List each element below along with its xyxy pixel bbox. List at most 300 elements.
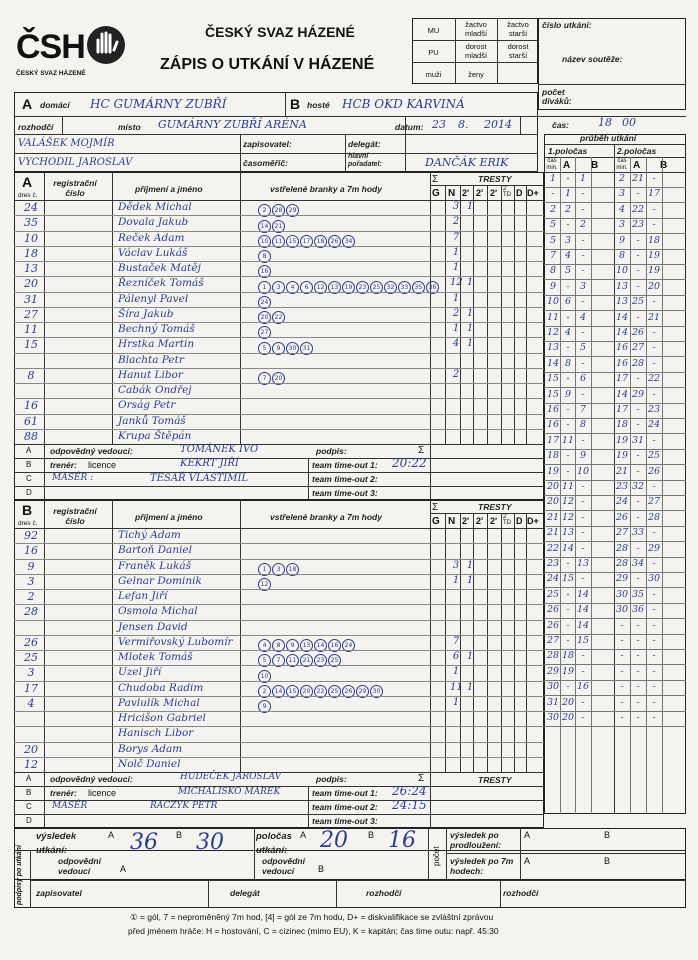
a-player-row <box>18 293 544 308</box>
timeout3-label-a: team time-out 3: <box>312 488 378 498</box>
b-player-row <box>18 636 544 651</box>
score-cell: 16 <box>546 404 560 415</box>
sigma-b: Σ <box>432 502 439 513</box>
score-cell: - <box>636 542 640 554</box>
score-cell: - <box>636 465 640 477</box>
goal-mark: 20 <box>272 372 285 385</box>
score-cell: 26 <box>647 465 661 477</box>
trener-label-a: trenér: <box>50 460 77 470</box>
score-cell: 22 <box>546 542 560 554</box>
datum-label: datum: <box>395 122 424 132</box>
score-cell: - <box>620 681 624 693</box>
goal-total: 3 <box>452 201 460 212</box>
score-cell: 7 <box>549 250 557 261</box>
player-name: Václav Lukáš <box>118 246 188 259</box>
score-cell: - <box>581 327 585 338</box>
player-name: Gelnar Dominik <box>118 574 202 587</box>
score-cell: 8 <box>618 250 626 261</box>
score-cell: 26 <box>546 619 560 631</box>
score-cell: - <box>566 419 570 431</box>
half-b: 16 <box>388 828 416 853</box>
goal-mark: 19 <box>342 281 355 294</box>
odpovedni-b-letter: B <box>318 864 325 874</box>
score-cell: - <box>652 327 656 338</box>
score-cell: - <box>652 681 656 693</box>
branky-a: vstřelené branky a 7m hody <box>270 184 382 194</box>
score-cell: 1 <box>564 188 572 200</box>
score-cell: 17 <box>615 404 629 415</box>
score-cell: 25 <box>647 450 661 462</box>
a-player-row <box>18 323 544 338</box>
score-cell: - <box>636 373 640 385</box>
b-player-row <box>18 605 544 620</box>
score-cell: - <box>652 635 656 646</box>
n-b: N <box>448 516 456 527</box>
rozhodci-label: rozhodčí <box>18 122 54 132</box>
score-cell: 4 <box>579 311 587 323</box>
score-cell: - <box>652 712 656 723</box>
score-cell: 13 <box>546 342 560 354</box>
score-cell: - <box>581 665 585 677</box>
score-cell: 12 <box>561 496 575 508</box>
vysledek-prodlouzeni: výsledek po prodloužení: <box>450 830 501 850</box>
score-cell: 20 <box>546 496 560 508</box>
score-cell: 11 <box>561 481 575 492</box>
score-cell: - <box>620 650 624 662</box>
score-cell: - <box>652 481 656 492</box>
nazev-souteze-label: název soutěže: <box>562 54 623 64</box>
score-cell: - <box>581 188 585 200</box>
score-cell: - <box>652 434 656 446</box>
score-cell: 3 <box>579 280 587 292</box>
score-cell: - <box>652 696 656 708</box>
venue: GUMÁRNY ZUBŘÍ ARÉNA <box>158 118 307 131</box>
score-cell: 19 <box>615 434 629 446</box>
score-cell: - <box>581 203 585 215</box>
b-player-row <box>18 560 544 575</box>
score-cell: 28 <box>615 558 629 569</box>
score-cell: 20 <box>561 712 575 723</box>
score-cell: 29 <box>615 573 629 585</box>
player-name: Borys Adam <box>118 742 183 755</box>
hlavni-poradatel-label: hlavní pořadatel: <box>348 153 382 168</box>
score-cell: 20 <box>647 280 661 292</box>
goal-mark: 29 <box>286 204 299 217</box>
role-b-b: B <box>26 788 32 797</box>
pocet-label: počet <box>432 846 441 866</box>
score-cell: - <box>652 219 656 231</box>
score-cell: - <box>636 419 640 431</box>
branky-b: vstřelené branky a 7m hody <box>270 512 382 522</box>
player-name: Hrstka Martin <box>118 338 195 351</box>
score-cell: - <box>636 404 640 415</box>
player-name: Mlotek Tomáš <box>118 651 193 663</box>
dres-a: dres č. <box>18 192 38 199</box>
goal-mark: 31 <box>300 342 313 355</box>
odpovedny-a: TOMÁNEK IVO <box>180 444 259 455</box>
goal-mark: 13 <box>328 281 341 294</box>
a-player-row <box>18 201 544 216</box>
cat-pu: PU <box>428 48 439 57</box>
timeout1-b: 26:24 <box>392 784 427 798</box>
goal-mark: 11 <box>272 235 285 248</box>
score-cell: 1 <box>549 173 557 184</box>
player-name: Bartoň Daniel <box>118 544 193 557</box>
cat-zactvo-mladsi: žactvo mladší <box>464 20 488 38</box>
score-cell: 30 <box>615 604 629 616</box>
jersey-number: 20 <box>24 277 38 291</box>
b-player-row <box>18 529 544 544</box>
b-player-row <box>18 743 544 758</box>
score-cell: 22 <box>631 203 645 215</box>
footer-line-2: před jménem hráče: H = hostování, C = cizinec (mimo EU), K = kapitán; čas time outu: např. 45:30 <box>128 926 499 936</box>
logo-text: ČSH <box>16 28 85 66</box>
score-cell: 28 <box>546 650 560 662</box>
prijmeni-a: příjmení a jméno <box>135 184 203 194</box>
cas-min-label-1: čas min. <box>546 158 558 171</box>
score-cell: 4 <box>618 203 626 215</box>
score-cell: - <box>566 373 570 385</box>
podpisy-label: podpisy po utkání <box>16 845 23 905</box>
score-cell: 14 <box>615 388 629 400</box>
score-cell: - <box>566 558 570 569</box>
score-cell: 17 <box>615 373 629 385</box>
team-b-letter: B <box>290 96 301 112</box>
time-min: 00 <box>622 116 636 129</box>
jersey-number: 88 <box>24 429 38 443</box>
casomeric-label: časoměřič: <box>243 158 288 168</box>
time-hour: 18 <box>598 116 612 129</box>
score-cell: - <box>566 450 570 462</box>
score-cell: 4 <box>564 327 572 338</box>
score-cell: 14 <box>576 619 590 631</box>
player-name: Janků Tomáš <box>118 414 186 427</box>
delegat-label: delegát: <box>348 139 381 149</box>
score-cell: 13 <box>615 296 629 308</box>
score-cell: - <box>636 681 640 693</box>
score-cell: 14 <box>561 542 575 554</box>
score-cell: 20 <box>561 696 575 708</box>
score-cell: - <box>566 342 570 354</box>
trener-a: KEKRT JIŘÍ <box>180 458 239 469</box>
player-name: Šíra Jakub <box>118 307 174 320</box>
score-cell: - <box>652 527 656 539</box>
score-cell: - <box>581 712 585 723</box>
goal-mark: 9 <box>286 639 299 652</box>
half-b-label: B <box>368 830 375 840</box>
licence-label-b: licence <box>88 788 117 798</box>
date-year: 2014 <box>484 118 512 131</box>
goal-total: 1 <box>452 696 460 708</box>
score-cell: 10 <box>615 265 629 277</box>
score-cell: 23 <box>631 219 645 231</box>
score-cell: - <box>636 496 640 508</box>
d1-b: D <box>516 516 523 526</box>
team-a-letter-big: A <box>22 174 33 190</box>
score-cell: - <box>581 511 585 523</box>
score-cell: - <box>636 311 640 323</box>
jersey-number: 25 <box>24 651 38 664</box>
score-cell: - <box>636 650 640 662</box>
score-cell: - <box>652 650 656 662</box>
score-cell: 19 <box>647 265 661 277</box>
score-cell: - <box>581 388 585 400</box>
goal-mark: 26 <box>328 235 341 248</box>
score-cell: 27 <box>647 496 661 508</box>
cat-muzi: muži <box>425 70 442 79</box>
role-d-a: D <box>26 488 32 497</box>
score-cell: 19 <box>615 450 629 462</box>
goal-mark: 32 <box>384 281 397 294</box>
score-cell: 2 <box>564 203 572 215</box>
goal-mark: 10 <box>258 235 271 248</box>
b-player-row <box>18 682 544 697</box>
jersey-number: 31 <box>24 292 38 306</box>
dres-b: dres č. <box>18 520 38 527</box>
score-cell: - <box>566 635 570 646</box>
goal-mark: 30 <box>370 685 383 698</box>
score-cell: 28 <box>647 511 661 523</box>
role-a-b: A <box>26 774 32 783</box>
t2a-b: 2' <box>462 516 470 526</box>
goal-mark: 18 <box>314 235 327 248</box>
score-cell: - <box>636 696 640 708</box>
goal-mark: 2 <box>258 204 271 217</box>
score-cell: 24 <box>615 496 629 508</box>
goal-total: 1 <box>452 323 460 334</box>
score-cell: 19 <box>546 465 560 477</box>
result-7m-a: A <box>524 856 531 866</box>
odpovedni-a-letter: A <box>120 864 127 874</box>
score-cell: 14 <box>576 604 590 616</box>
goal-total: 1 <box>452 574 460 586</box>
result-b: 30 <box>196 830 224 855</box>
result-ot-b: B <box>604 830 611 840</box>
result-a-label: A <box>108 830 115 840</box>
odpovedny-label-a: odpovědný vedoucí: <box>50 446 133 456</box>
score-cell: 26 <box>615 511 629 523</box>
score-cell: 6 <box>564 296 572 308</box>
logo <box>16 22 126 82</box>
jersey-number: 61 <box>24 414 38 428</box>
score-cell: 27 <box>615 527 629 539</box>
player-name: Řezníček Tomáš <box>118 277 204 290</box>
result-ot-a: A <box>524 830 531 840</box>
goal-total: 6 <box>452 651 460 662</box>
score-cell: 19 <box>647 250 661 261</box>
score-cell: 23 <box>647 404 661 415</box>
odpovedny-label-b: odpovědný vedoucí: <box>50 774 133 784</box>
jersey-number: 15 <box>24 338 38 352</box>
player-name: Nolč Daniel <box>118 757 181 770</box>
away-team: HCB OKD KARVINÁ <box>342 97 465 111</box>
goal-mark: 6 <box>300 281 313 294</box>
goal-mark: 34 <box>342 235 355 248</box>
signatures-box <box>14 845 686 908</box>
player-name: Franěk Lukáš <box>118 559 191 572</box>
score-cell: 13 <box>561 527 575 539</box>
goal-mark: 1 <box>258 563 271 576</box>
goal-mark: 12 <box>258 578 271 591</box>
jersey-number: 17 <box>24 681 38 695</box>
score-cell: 16 <box>615 357 629 369</box>
score-cell: - <box>636 265 640 277</box>
score-cell: 35 <box>631 588 645 600</box>
player-name: Reček Adam <box>118 231 185 244</box>
vysledek-label: výsledek utkání: <box>36 831 77 856</box>
goal-total: 1 <box>452 666 460 678</box>
goal-mark: 25 <box>328 654 341 667</box>
score-cell: - <box>581 650 585 662</box>
maser-a: TESAŘ VLASTIMIL <box>150 473 249 484</box>
b-player-row <box>18 651 544 666</box>
timeout1-a: 20:22 <box>392 456 427 470</box>
score-cell: 22 <box>647 373 661 385</box>
score-cell: - <box>652 357 656 369</box>
goal-mark: 26 <box>342 685 355 698</box>
a-player-row <box>18 277 544 292</box>
goal-mark: 12 <box>314 281 327 294</box>
score-cell: 16 <box>576 681 590 693</box>
date-day: 23 <box>432 118 446 131</box>
b-player-row <box>18 727 544 742</box>
prijmeni-b: příjmení a jméno <box>135 512 203 522</box>
role-c-a: C <box>26 474 32 483</box>
role-d-b: D <box>26 816 32 825</box>
cat-zeny: ženy <box>468 70 484 79</box>
podpis-label-b: podpis: <box>316 774 347 784</box>
jersey-number: 13 <box>24 262 38 275</box>
a-player-row <box>18 384 544 399</box>
player-name: Pavlulík Michal <box>118 696 200 709</box>
t2b-a: 2' <box>476 188 484 198</box>
score-cell: - <box>652 619 656 631</box>
score-cell: - <box>636 712 640 723</box>
goal-mark: 30 <box>286 342 299 355</box>
score-cell: 8 <box>549 265 557 277</box>
jersey-number: 18 <box>24 246 38 260</box>
timeout2-label-a: team time-out 2: <box>312 474 378 484</box>
score-cell: - <box>636 280 640 292</box>
hoste-label: hosté <box>307 100 330 110</box>
maser-b: RACZYK PETR <box>150 801 218 811</box>
player-name: Krupa Štěpán <box>118 429 192 442</box>
score-cell: 30 <box>647 573 661 585</box>
score-cell: - <box>581 696 585 708</box>
odpovedni-b-label: odpovědní vedoucí <box>262 856 305 876</box>
goal-mark: 28 <box>272 204 285 217</box>
player-name: Tichý Adam <box>118 529 181 541</box>
goal-mark: 14 <box>314 639 327 652</box>
referee-2: VYCHODIL JAROSLAV <box>18 157 133 168</box>
score-cell: - <box>636 665 640 677</box>
score-cell: 14 <box>615 327 629 338</box>
score-cell: 18 <box>615 419 629 431</box>
rozhodci-sig: rozhodčí <box>366 888 402 898</box>
goal-mark: 24 <box>342 639 355 652</box>
score-cell: 14 <box>546 357 560 369</box>
t2b-b: 2' <box>476 516 484 526</box>
score-cell: 18 <box>647 234 661 246</box>
cat-dorost-starsi: dorost starší <box>507 42 529 60</box>
jersey-number: 35 <box>24 216 38 230</box>
score-cell: 21 <box>615 465 629 477</box>
score-cell: 5 <box>549 219 557 231</box>
t2c-a: 2' <box>490 188 498 198</box>
jersey-number: 20 <box>24 742 38 756</box>
t2c-b: 2' <box>490 516 498 526</box>
trener-b: MICHALISKO MAREK <box>178 787 281 797</box>
goal-mark: 9 <box>272 342 285 355</box>
score-cell: - <box>566 219 570 231</box>
registracni-b: registrační číslo <box>53 506 97 526</box>
d2-a: D+ <box>527 188 539 198</box>
player-name: Osmola Michal <box>118 605 198 618</box>
goal-total: 2 <box>452 307 460 319</box>
jersey-number: 26 <box>24 635 38 649</box>
goal-total: 1 <box>452 246 460 258</box>
score-cell: 26 <box>546 604 560 616</box>
score-cell: - <box>652 173 656 184</box>
score-cell: - <box>551 188 555 200</box>
score-cell: - <box>581 434 585 446</box>
score-cell: 5 <box>579 342 587 354</box>
goal-mark: 9 <box>258 700 271 713</box>
podpis-label-a: podpis: <box>316 446 347 456</box>
b-player-row <box>18 544 544 559</box>
score-cell: - <box>581 496 585 508</box>
score-cell: - <box>566 604 570 616</box>
vysledek-7m: výsledek po 7m hodech: <box>450 856 514 876</box>
goal-mark: 25 <box>328 685 341 698</box>
player-name: Lefan Jiří <box>118 590 168 602</box>
player-name: Dovala Jakub <box>118 216 189 229</box>
score-cell: - <box>636 619 640 631</box>
warning: 1 <box>466 681 474 693</box>
goal-mark: 3 <box>272 281 285 294</box>
score-cell: - <box>566 404 570 415</box>
a-player-row <box>18 369 544 384</box>
score-cell: 9 <box>564 388 572 400</box>
score-cell: 24 <box>647 419 661 431</box>
hlavni-poradatel: DANČÁK ERIK <box>425 156 509 169</box>
player-name: Hanisch Libor <box>118 727 194 740</box>
score-cell: 28 <box>631 357 645 369</box>
timeout1-label-a: team time-out 1: <box>312 460 378 470</box>
g-a: G <box>432 188 440 199</box>
polocas2-label: 2.poločas <box>617 146 657 156</box>
goal-mark: 8 <box>272 639 285 652</box>
score-cell: 15 <box>546 373 560 385</box>
goal-total: 7 <box>452 231 460 243</box>
goal-total: 7 <box>452 635 460 647</box>
timeout1-label-b: team time-out 1: <box>312 788 378 798</box>
result-7m-b: B <box>604 856 611 866</box>
goal-mark: 1 <box>258 281 271 294</box>
goal-mark: 10 <box>258 670 271 683</box>
goal-total: 11 <box>450 681 463 693</box>
goal-mark: 7 <box>272 654 285 667</box>
col-b-2: B <box>660 160 668 171</box>
score-cell: - <box>581 527 585 539</box>
player-name: Jensen David <box>118 620 188 633</box>
score-cell: 31 <box>631 434 645 446</box>
n-a: N <box>448 188 456 199</box>
a-player-row <box>18 415 544 430</box>
goal-mark: 11 <box>286 654 299 667</box>
warning: 1 <box>466 574 474 586</box>
cas-label: čas: <box>552 120 570 130</box>
